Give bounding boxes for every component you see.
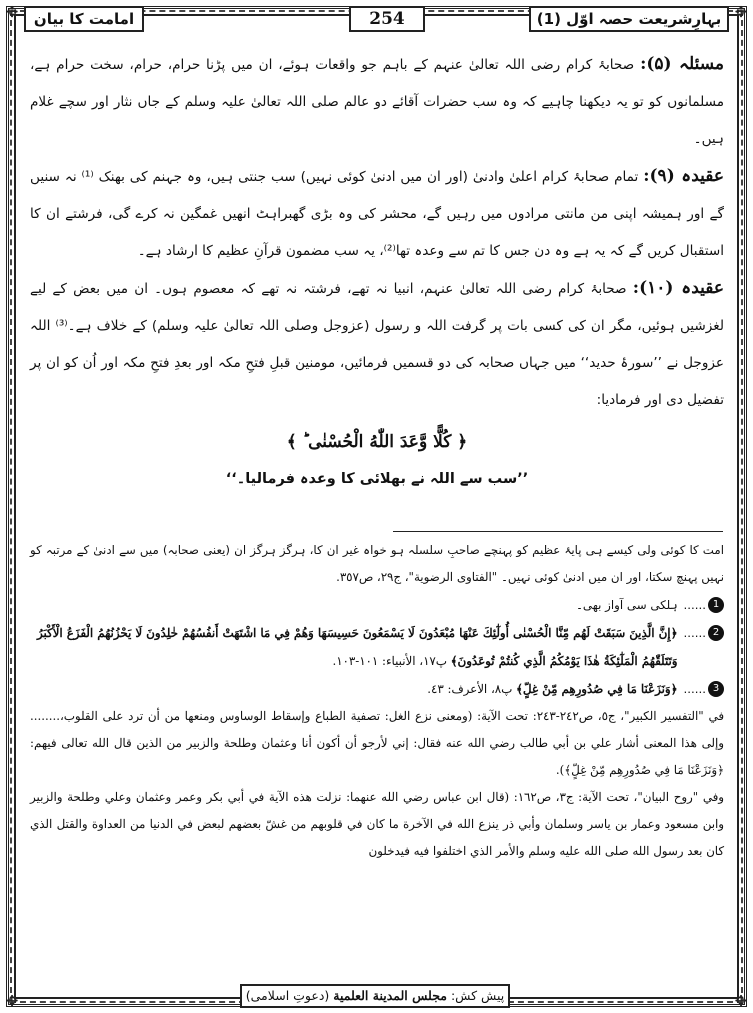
footnote-marker: 1 — [708, 597, 724, 613]
footnote-arabic-paragraph: في "التفسير الكبير"، ج٥، ص٢٤٢-٢٤٣: تحت الآية: (ومعنى نزع الغل: تصفية الطباع وإسقاط الوساوس ومنعها من أن ترد على القلوب،........ وإلى هذا المعنى أشار علي بن أبي طالب رضي الله عنه فقال: إني لأرجو أن أكون أنا وعثمان وطلحة والزبير من الذين قال الله تعالى فيهم: ﴿وَنَزَعْنَا مَا فِي صُدُورِهِم مِّنْ غِلٍّ﴾). — [30, 709, 724, 777]
footnote-intro-text: امت کا کوئی ولی کیسے ہی پایۂ عظیم کو پہنچے صاحبِ سلسلہ ہو خواہ غیر ان کا، ہرگز ہرگز ان (یعنی صحابہ) میں سے ادنیٰ کے مرتبہ کو نہیں پہنچ سکتا، اور ان میں ادنیٰ کوئی نہیں۔ — [30, 543, 724, 584]
footnote-3: 3 ...... ﴿وَنَزَعْنَا مَا فِي صُدُورِهِم مِّنْ غِلٍّ﴾ پ٨، الأعرف: ٤٣. — [30, 675, 724, 703]
paragraph-aqeeda-9 — [30, 158, 724, 270]
footnote-text: ﴿إِنَّ الَّذِينَ سَبَقَتْ لَهُم مِّنَّا الْحُسْنٰى أُولٰٓئِكَ عَنْهَا مُبْعَدُونَ لَا يَسْمَعُونَ حَسِيسَهَا وَهُمْ فِي مَا اشْتَهَتْ أَنفُسُهُمْ خٰلِدُونَ لَا يَحْزُنُهُمُ الْفَزَعُ الْأَكْبَرُ وَتَتَلَقّٰهُمُ الْمَلٰٓئِكَةُ هٰذَا يَوْمُكُمُ الَّذِي كُنتُمْ تُوعَدُونَ﴾ — [36, 626, 678, 668]
book-title: بہارِشریعت حصہ اوّل (1) — [529, 6, 729, 32]
footnote-separator — [393, 531, 723, 532]
paragraph-body: صحابۂ کرام رضی اللہ تعالیٰ عنہم، انبیا نہ تھے، فرشتہ نہ تھے کہ معصوم ہوں۔ ان میں بعض کے لیے لغزشیں ہوئیں، مگر ان کی کسی بات پر گرفت اللہ و رسول (عزوجل وصلی اللہ تعالیٰ علیہ وسلم) کے خلاف ہے۔⁽³⁾ اللہ عزوجل نے ’’سورۂ حدید‘‘ میں جہاں صحابہ کی دو قسمیں فرمائیں، مومنین قبلِ فتحِ مکہ اور بعدِ فتحِ مکہ اور اُن کو ان پر تفضیل دی اور فرمادیا: — [30, 281, 724, 408]
corner-ornament-icon: ✥ — [5, 3, 19, 21]
paragraph-body: صحابۂ کرام رضی اللہ تعالیٰ عنہم کے باہم جو واقعات ہوئے، ان میں پڑنا حرام، حرام، سخت حرام ہے، مسلمانوں کو تو یہ دیکھنا چاہیے کہ وہ سب حضرات آقائے دو عالم صلی اللہ تعالیٰ علیہ وسلم کے جاں نثار اور سچے غلام ہیں۔ — [30, 57, 724, 147]
footnote-reference: پ١٧، الأنبياء: ١٠١-١٠٣. — [332, 654, 447, 668]
quran-quote: ﴿ كُلًّا وَّعَدَ اللّٰهُ الْحُسْنٰى ؕ ﴾ — [286, 432, 468, 452]
footnote-2: 2 ...... ﴿إِنَّ الَّذِينَ سَبَقَتْ لَهُم مِّنَّا الْحُسْنٰى أُولٰٓئِكَ عَنْهَا مُبْعَدُونَ لَا يَسْمَعُونَ حَسِيسَهَا وَهُمْ فِي مَا اشْتَهَتْ أَنفُسُهُمْ خٰلِدُونَ لَا يَحْزُنُهُمُ الْفَزَعُ الْأَكْبَرُ وَتَتَلَقّٰهُمُ الْمَلٰٓئِكَةُ هٰذَا يَوْمُكُمُ الَّذِي كُنتُمْ تُوعَدُونَ﴾ پ١٧، الأنبياء: ١٠١-١٠٣. — [30, 619, 724, 675]
footnote-text: ﴿وَنَزَعْنَا مَا فِي صُدُورِهِم مِّنْ غِلٍّ﴾ — [515, 682, 678, 696]
footnotes — [30, 537, 724, 865]
footnote-marker: 3 — [708, 681, 724, 697]
page-header — [24, 2, 729, 36]
quote-translation: ’’سب سے اللہ نے بھلائی کا وعدہ فرمالیا۔‘‘ — [225, 471, 529, 487]
paragraph-heading: مسئلہ (۵): — [640, 54, 724, 74]
corner-ornament-icon: ✥ — [734, 992, 748, 1010]
footnote-1: 1 ...... ہلکی سی آواز بھی۔ — [30, 591, 724, 619]
footer-organization: مجلس المدينة العلمية — [333, 988, 447, 1003]
footer-suffix: (دعوتِ اسلامی) — [245, 988, 330, 1003]
footnote-continuation — [30, 537, 724, 591]
paragraph-masala-5 — [30, 46, 724, 158]
paragraph-body: تمام صحابۂ کرام اعلیٰ وادنیٰ (اور ان میں ادنیٰ کوئی نہیں) سب جنتی ہیں، وہ جہنم کی بھنک ⁽¹⁾ نہ سنیں گے اور ہمیشہ اپنی من مانتی مرادوں میں رہیں گے، محشر کی وہ بڑی گھبراہٹ انھیں غمگین نہ کرے گی، فرشتے ان کا استقبال کریں گے کہ یہ ہے وہ دن جس کا تم سے وعدہ تھا⁽²⁾، یہ سب مضمون قرآنِ عظیم کا ارشاد ہے۔ — [30, 169, 724, 259]
paragraph-aqeeda-10 — [30, 270, 724, 419]
paragraph-heading: عقیدہ (۹): — [643, 166, 724, 186]
corner-ornament-icon: ✥ — [734, 3, 748, 21]
main-text — [30, 46, 724, 497]
corner-ornament-icon: ✥ — [5, 992, 19, 1010]
footer-prefix: پیش کش: — [450, 988, 505, 1003]
footnote-reference: پ٨، الأعرف: ٤٣. — [427, 682, 513, 696]
page-number: 254 — [349, 6, 425, 32]
footnote-marker: 2 — [708, 625, 724, 641]
page-footer — [240, 984, 510, 1008]
chapter-title: امامت کا بیان — [24, 6, 144, 32]
footnote-arabic-paragraph: وفي "روح البيان"، تحت الآية: ج٣، ص١٦٢: (قال ابن عباس رضي الله عنهما: نزلت هذه الآية في أبي بكر وعمر وعثمان وعلي وطلحة والزبير وابن مسعود وعمار بن ياسر وسلمان وأبي ذر ينزع الله في الآخرة ما كان في قلوبهم من غشّ بعضهم لبعض في الدنيا من العداوة والقتل الذي كان بعد رسول الله صلى الله عليه وسلم والأمر الذي اختلفوا فيه فيدخلون — [30, 790, 724, 858]
footnote-text: ہلکی سی آواز بھی۔ — [575, 598, 678, 612]
footnote-intro-reference: "الفتاوى الرضوية"، ج٢٩، ص٣٥٧. — [336, 570, 498, 584]
paragraph-heading: عقیدہ (۱۰): — [632, 278, 724, 298]
